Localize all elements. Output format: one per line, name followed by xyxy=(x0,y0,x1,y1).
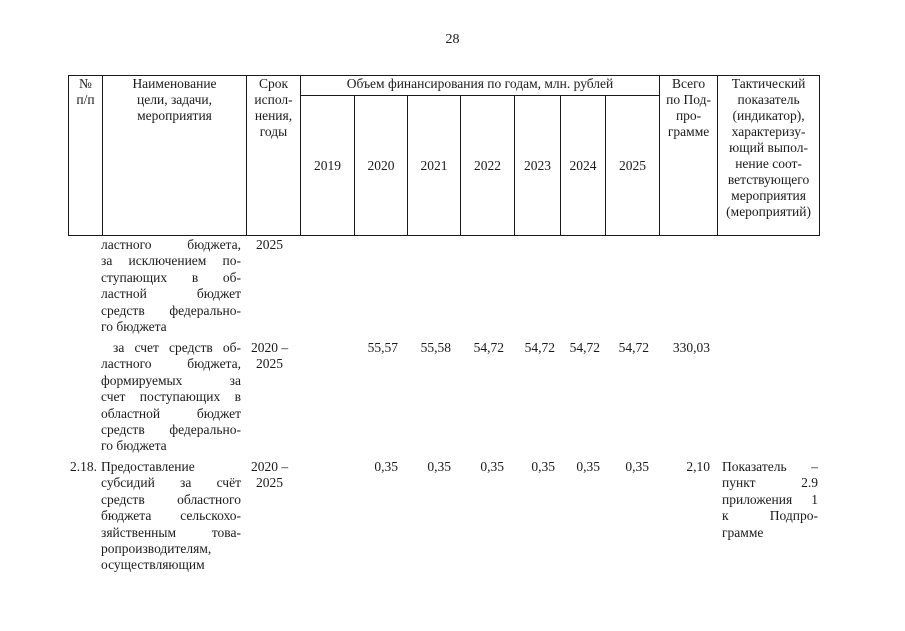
header-total-line: Всего xyxy=(672,76,706,91)
row-value-2023: 0,35 xyxy=(531,459,555,474)
row-name-line: ступающих в об- xyxy=(101,269,241,285)
row-value-2022: 0,35 xyxy=(480,459,504,474)
row-name-line: го бюджета xyxy=(101,319,167,335)
row-value-2022: 54,72 xyxy=(473,340,504,355)
header-term-line: Срок xyxy=(258,76,289,91)
row-name-line: зяйственным това- xyxy=(101,524,241,540)
row-name-line: ластной бюджет xyxy=(101,286,241,302)
table-header xyxy=(68,75,820,236)
row-name-line: осуществляющим xyxy=(101,557,205,573)
row-name-line: субсидий за счёт xyxy=(101,475,241,491)
header-number-line: № xyxy=(79,76,92,91)
header-total-line: про- xyxy=(675,108,702,123)
header-year-2022: 2022 xyxy=(461,96,515,236)
row-indicator-line: приложения 1 xyxy=(722,491,818,507)
row-name xyxy=(101,340,241,455)
header-funding-cell: Объем финансирования по годам, млн. рублей xyxy=(301,76,660,96)
row-value-2024: 0,35 xyxy=(576,459,600,474)
header-indicator-line: характеризу- xyxy=(731,124,806,139)
row-name-line: бюджета сельскохо- xyxy=(101,508,241,524)
row-indicator-line: пункт 2.9 xyxy=(722,475,818,491)
header-year-2019: 2019 xyxy=(301,96,355,236)
row-value-2020: 55,57 xyxy=(367,340,398,355)
header-total-line: по Под- xyxy=(666,92,711,107)
row-name-line: средств федерально- xyxy=(101,422,241,438)
header-number-line: п/п xyxy=(76,92,95,107)
header-number-cell xyxy=(69,76,103,236)
header-year-2023: 2023 xyxy=(515,96,561,236)
header-term-line: испол- xyxy=(254,92,293,107)
page-number: 28 xyxy=(445,32,460,47)
row-name-line: областной бюджет xyxy=(101,405,241,421)
header-indicator-line: (индикатор), xyxy=(732,108,805,123)
row-indicator-line: Показатель – xyxy=(722,459,818,474)
row-value-2023: 54,72 xyxy=(524,340,555,355)
header-year-2020: 2020 xyxy=(355,96,408,236)
row-value-2024: 54,72 xyxy=(569,340,600,355)
row-name-line: ластного бюджета, xyxy=(101,237,241,252)
row-term-line: 2025 xyxy=(256,237,283,252)
row-name-line: средств областного xyxy=(101,491,241,507)
row-name-line: счет поступающих в xyxy=(101,389,241,405)
row-number: 2.18. xyxy=(70,459,97,474)
header-total-cell xyxy=(660,76,718,236)
row-name-line: за исключением по- xyxy=(101,253,241,269)
header-total-line: грамме xyxy=(667,124,710,139)
row-name-line: ластного бюджета, xyxy=(101,356,241,372)
header-indicator-line: ющий выпол- xyxy=(729,140,808,155)
row-name-line: за счет средств об- xyxy=(113,340,241,355)
header-indicator-cell xyxy=(718,76,820,236)
row-indicator-line: грамме xyxy=(722,524,764,540)
row-total: 330,03 xyxy=(672,340,710,355)
row-term-line: 2020 – xyxy=(251,340,289,355)
header-name-cell xyxy=(103,76,247,236)
row-term-line: 2020 – xyxy=(251,459,289,474)
header-name-line: мероприятия xyxy=(137,108,212,123)
row-value-2021: 55,58 xyxy=(420,340,451,355)
header-term-cell xyxy=(247,76,301,236)
row-name-line: го бюджета xyxy=(101,438,167,454)
header-year-2021: 2021 xyxy=(408,96,461,236)
header-indicator-line: показатель xyxy=(737,92,800,107)
row-indicator-line: к Подпро- xyxy=(722,508,818,524)
header-term-line: нения, xyxy=(254,108,293,123)
row-value-2025: 54,72 xyxy=(618,340,649,355)
row-name xyxy=(101,237,241,335)
row-name-line: ропроизводителям, xyxy=(101,541,212,557)
row-value-2021: 0,35 xyxy=(427,459,451,474)
header-name-line: цели, задачи, xyxy=(137,92,212,107)
row-term-line: 2025 xyxy=(256,356,283,372)
header-indicator-line: нение соот- xyxy=(735,156,802,171)
row-name xyxy=(101,459,241,574)
header-term-line: годы xyxy=(259,124,288,139)
header-indicator-line: мероприятия xyxy=(731,188,806,203)
row-value-2025: 0,35 xyxy=(625,459,649,474)
header-year-2025: 2025 xyxy=(606,96,660,236)
row-name-line: средств федерально- xyxy=(101,302,241,318)
row-term xyxy=(256,237,283,253)
header-indicator-line: (мероприятий) xyxy=(726,204,811,219)
row-name-line: Предоставление xyxy=(101,459,195,474)
row-name-line: формируемых за xyxy=(101,372,241,388)
row-term-line: 2025 xyxy=(256,475,283,491)
header-name-line: Наименование xyxy=(132,76,217,91)
row-indicator xyxy=(722,459,818,541)
header-indicator-line: ветствующего xyxy=(727,172,810,187)
row-total: 2,10 xyxy=(686,459,710,474)
row-value-2020: 0,35 xyxy=(374,459,398,474)
row-term xyxy=(251,340,288,373)
header-indicator-line: Тактический xyxy=(731,76,806,91)
row-term xyxy=(251,459,288,492)
header-year-2024: 2024 xyxy=(561,96,606,236)
